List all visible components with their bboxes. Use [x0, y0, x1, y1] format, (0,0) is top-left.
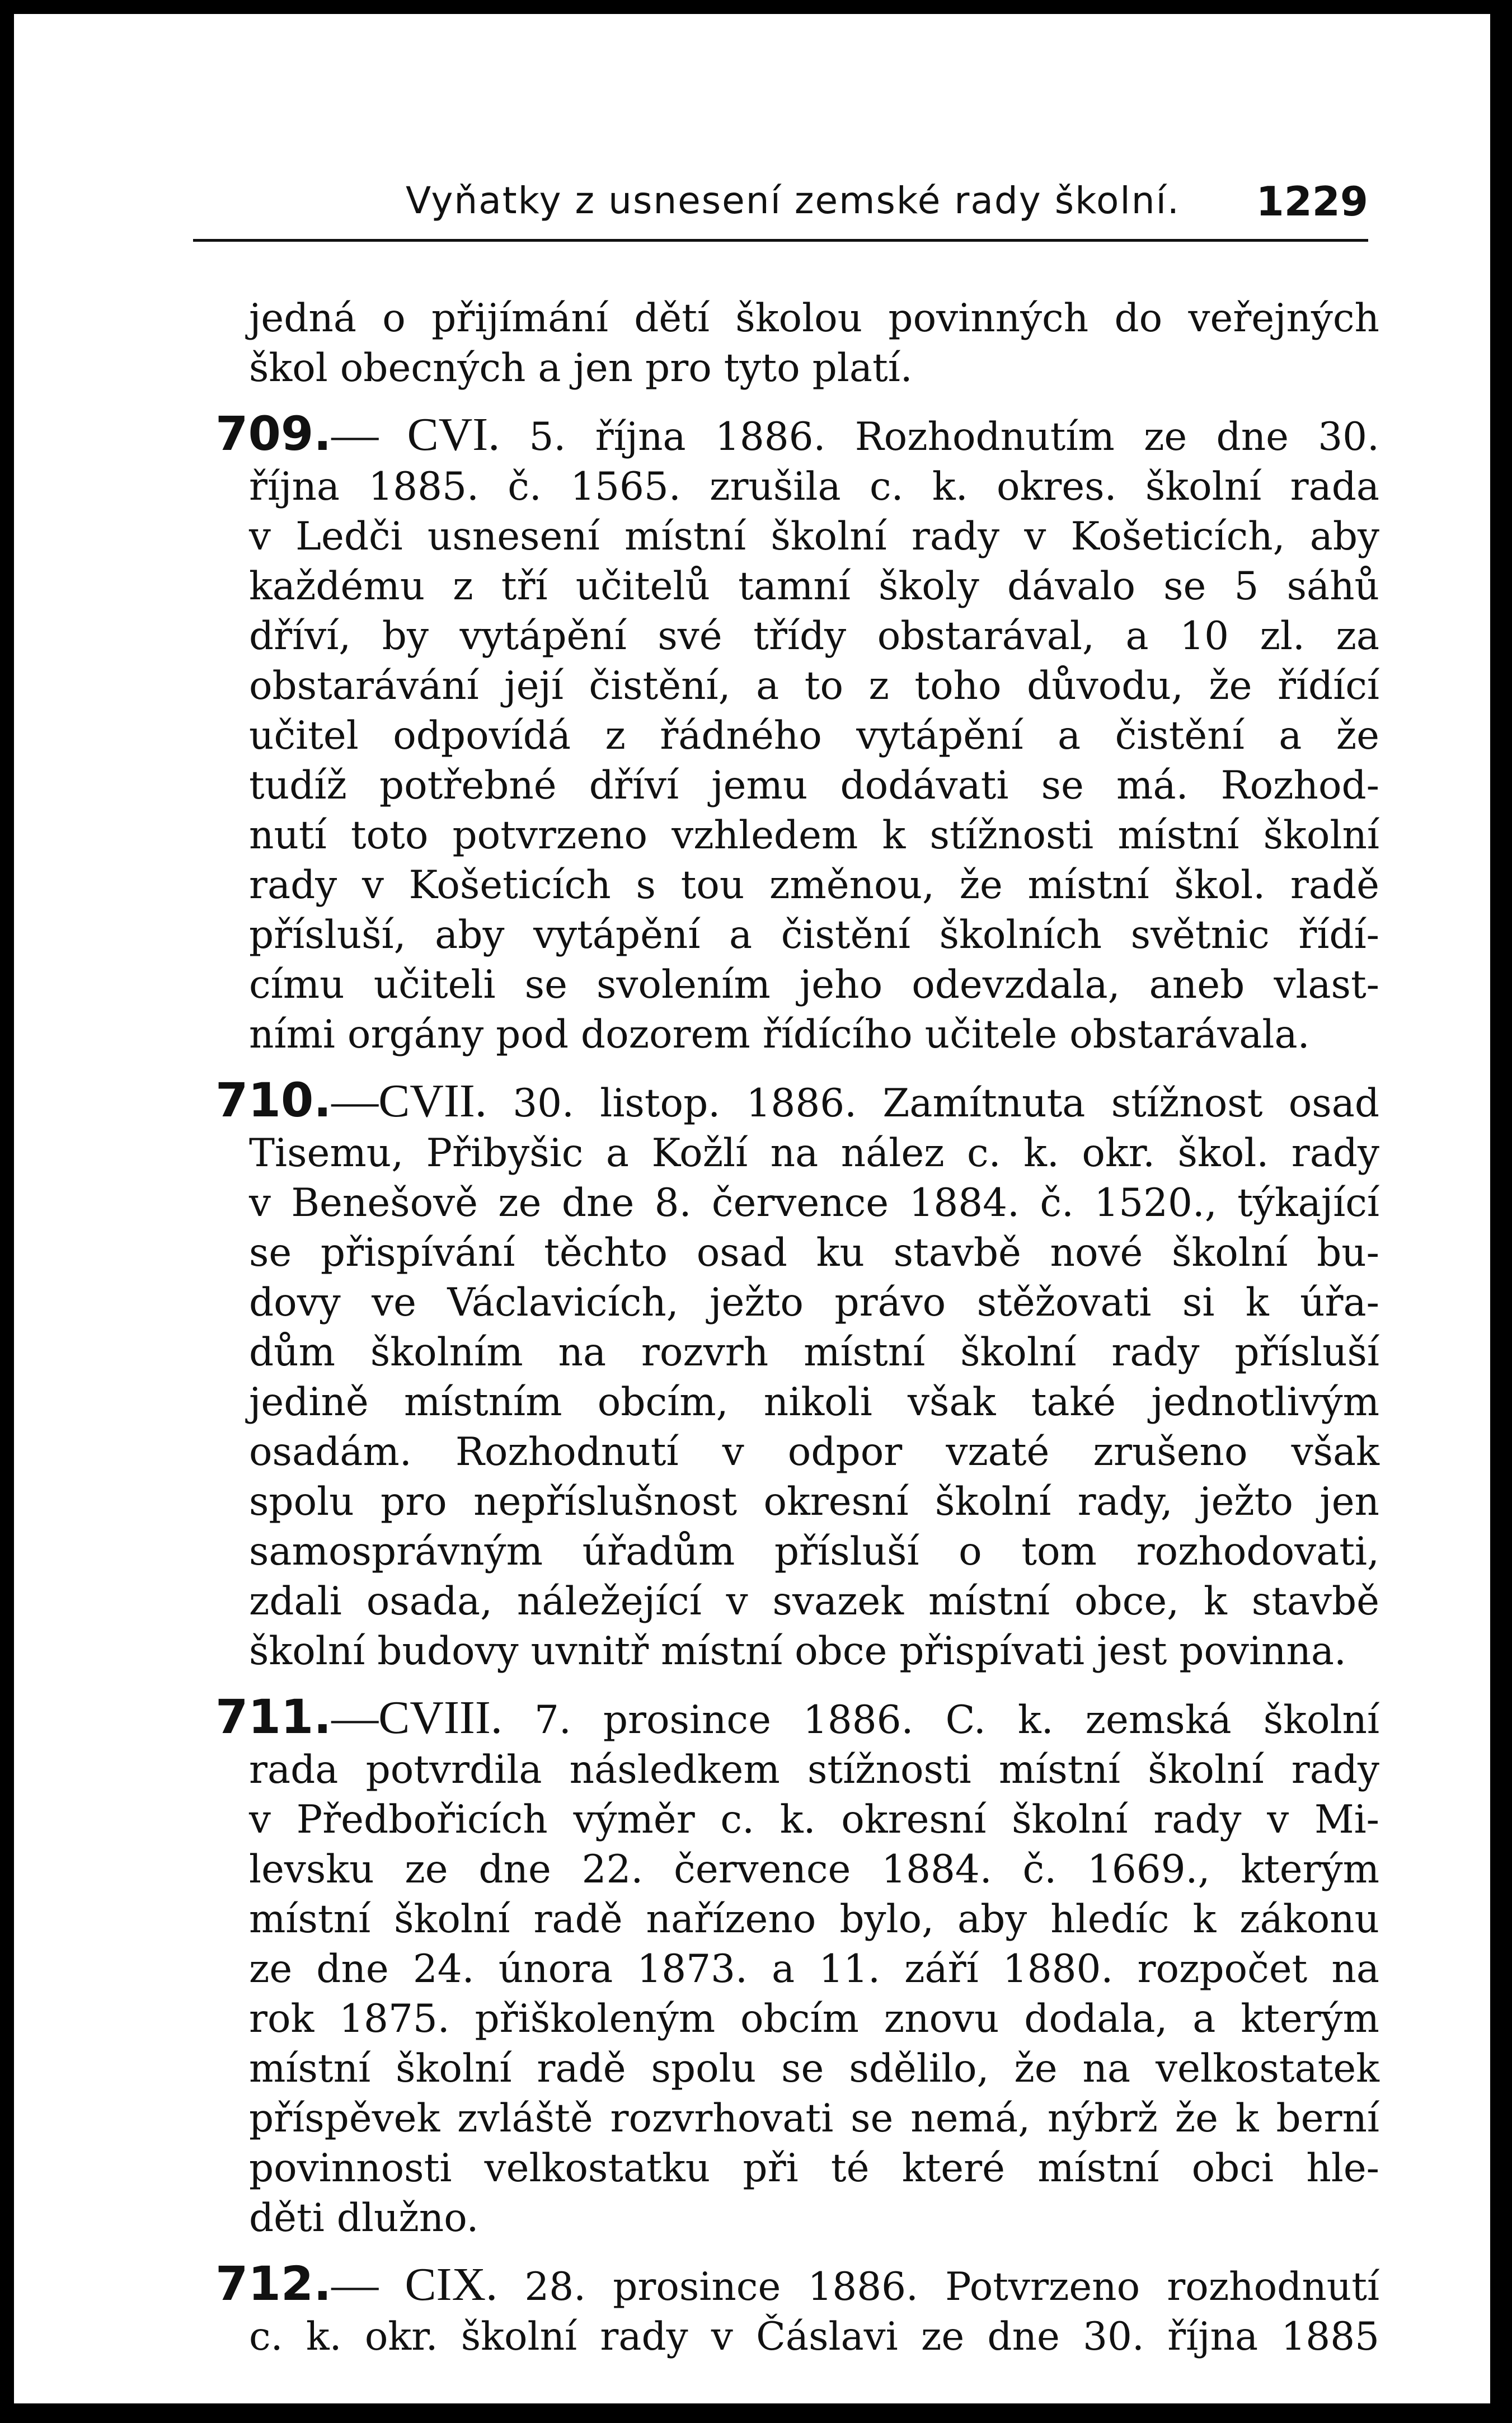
- text-line: obstarávání její čistění, a to z toho důvodu, že řídící: [249, 664, 1379, 708]
- text-line: rady v Košeticích s tou změnou, že místní škol. radě: [249, 863, 1379, 908]
- text-line: samosprávným úřadům přísluší o tom rozhodovati,: [249, 1529, 1379, 1574]
- text-line: rada potvrdila následkem stížnosti místní školní rady: [249, 1748, 1379, 1792]
- entry-number: 710.: [215, 1073, 332, 1128]
- entry-710: [215, 1073, 1380, 1677]
- entry-text: C. k. zemská školní: [945, 1698, 1380, 1743]
- text-line: října 1885. č. 1565. zrušila c. k. okres. školní rada: [249, 464, 1379, 509]
- text-line: v Benešově ze dne 8. července 1884. č. 1520., týkající: [249, 1181, 1379, 1225]
- entry-number: 712.: [215, 2256, 332, 2311]
- header-rule: [193, 239, 1368, 242]
- text-line: v Předbořicích výměr c. k. okresní školní rady v Mi-: [249, 1797, 1379, 1842]
- text-line: ními orgány pod dozorem řídícího učitele obstarávala.: [249, 1012, 1310, 1057]
- text-line: osadám. Rozhodnutí v odpor vzaté zrušeno však: [249, 1430, 1379, 1475]
- page-body: [215, 294, 1380, 2378]
- entry-text: Rozhodnutím ze dne 30.: [854, 415, 1379, 459]
- entry-date: 30. listop. 1886.: [513, 1081, 857, 1126]
- text-line: rok 1875. přiškoleným obcím znovu dodala, a kterým: [249, 1997, 1379, 2041]
- entry-roman-numeral: — CIX.: [331, 2258, 498, 2311]
- text-line: místní školní radě spolu se sdělilo, že na velkostatek: [249, 2046, 1379, 2091]
- entry-709: [215, 406, 1379, 1060]
- text-line: spolu pro nepříslušnost okresní školní rady, ježto jen: [249, 1480, 1379, 1524]
- text-line: jedině místním obcím, nikoli však také jednotlivým: [249, 1380, 1379, 1425]
- text-line: přísluší, aby vytápění a čistění školních světnic řídí-: [249, 913, 1379, 957]
- entry-first-line: [215, 2256, 1380, 2312]
- entry-712: [215, 2256, 1380, 2362]
- page-header: [193, 162, 1368, 224]
- text-line: škol obecných a jen pro tyto platí.: [249, 346, 913, 391]
- entry-text: Potvrzeno rozhodnutí: [945, 2265, 1380, 2309]
- text-line: školní budovy uvnitř místní obce přispívati jest povinna.: [249, 1629, 1346, 1674]
- text-line: povinnosti velkostatku při té které místní obci hle-: [249, 2146, 1379, 2191]
- entry-roman-numeral: —CVII.: [331, 1075, 487, 1127]
- text-line: příspěvek zvláště rozvrhovati se nemá, nýbrž že k berní: [249, 2096, 1379, 2141]
- text-line: c. k. okr. školní rady v Čáslavi ze dne 30. října 1885: [249, 2314, 1379, 2359]
- entry-first-line: [215, 406, 1379, 462]
- entry-date: 5. října 1886.: [529, 415, 826, 459]
- text-line: jedná o přijímání dětí školou povinných do veřejných: [249, 296, 1379, 341]
- text-line: místní školní radě nařízeno bylo, aby hledíc k zákonu: [249, 1897, 1379, 1942]
- text-line: ze dne 24. února 1873. a 11. září 1880. rozpočet na: [249, 1947, 1379, 1992]
- entry-number: 711.: [215, 1689, 332, 1744]
- text-line: tudíž potřebné dříví jemu dodávati se má. Rozhod-: [249, 763, 1379, 808]
- entry-date: 7. prosince 1886.: [534, 1698, 914, 1743]
- entry-711: [215, 1689, 1380, 2243]
- continuation-paragraph: [249, 294, 1379, 393]
- text-line: nutí toto potvrzeno vzhledem k stížnosti místní školní: [249, 813, 1379, 858]
- entry-first-line: [215, 1689, 1380, 1745]
- text-line: učitel odpovídá z řádného vytápění a čistění a že: [249, 713, 1379, 758]
- text-line: címu učiteli se svolením jeho odevzdala, aneb vlast-: [249, 962, 1379, 1007]
- page-number: 1229: [1256, 178, 1368, 225]
- running-head: Vyňatky z usnesení zemské rady školní.: [406, 179, 1180, 222]
- text-line: dříví, by vytápění své třídy obstarával, a 10 zl. za: [249, 614, 1379, 659]
- entry-roman-numeral: —CVIII.: [331, 1692, 503, 1744]
- text-line: dům školním na rozvrh místní školní rady přísluší: [249, 1330, 1379, 1375]
- text-line: každému z tří učitelů tamní školy dávalo se 5 sáhů: [249, 564, 1379, 609]
- entry-text: Zamítnuta stížnost osad: [882, 1081, 1380, 1126]
- text-line: dovy ve Václavicích, ježto právo stěžovati si k úřa-: [249, 1280, 1379, 1325]
- entry-date: 28. prosince 1886.: [524, 2265, 918, 2309]
- entry-first-line: [215, 1073, 1380, 1129]
- text-line: zdali osada, náležející v svazek místní obce, k stavbě: [249, 1579, 1379, 1624]
- text-line: děti dlužno.: [249, 2196, 479, 2241]
- text-line: levsku ze dne 22. července 1884. č. 1669., kterým: [249, 1847, 1379, 1892]
- entry-number: 709.: [215, 406, 332, 461]
- text-line: v Ledči usnesení místní školní rady v Košeticích, aby: [249, 514, 1379, 559]
- book-page: [14, 14, 1490, 2403]
- text-line: se přispívání těchto osad ku stavbě nové školní bu-: [249, 1231, 1379, 1275]
- entry-roman-numeral: — CVI.: [331, 408, 500, 461]
- text-line: Tisemu, Přibyšic a Kožlí na nález c. k. okr. škol. rady: [249, 1131, 1379, 1176]
